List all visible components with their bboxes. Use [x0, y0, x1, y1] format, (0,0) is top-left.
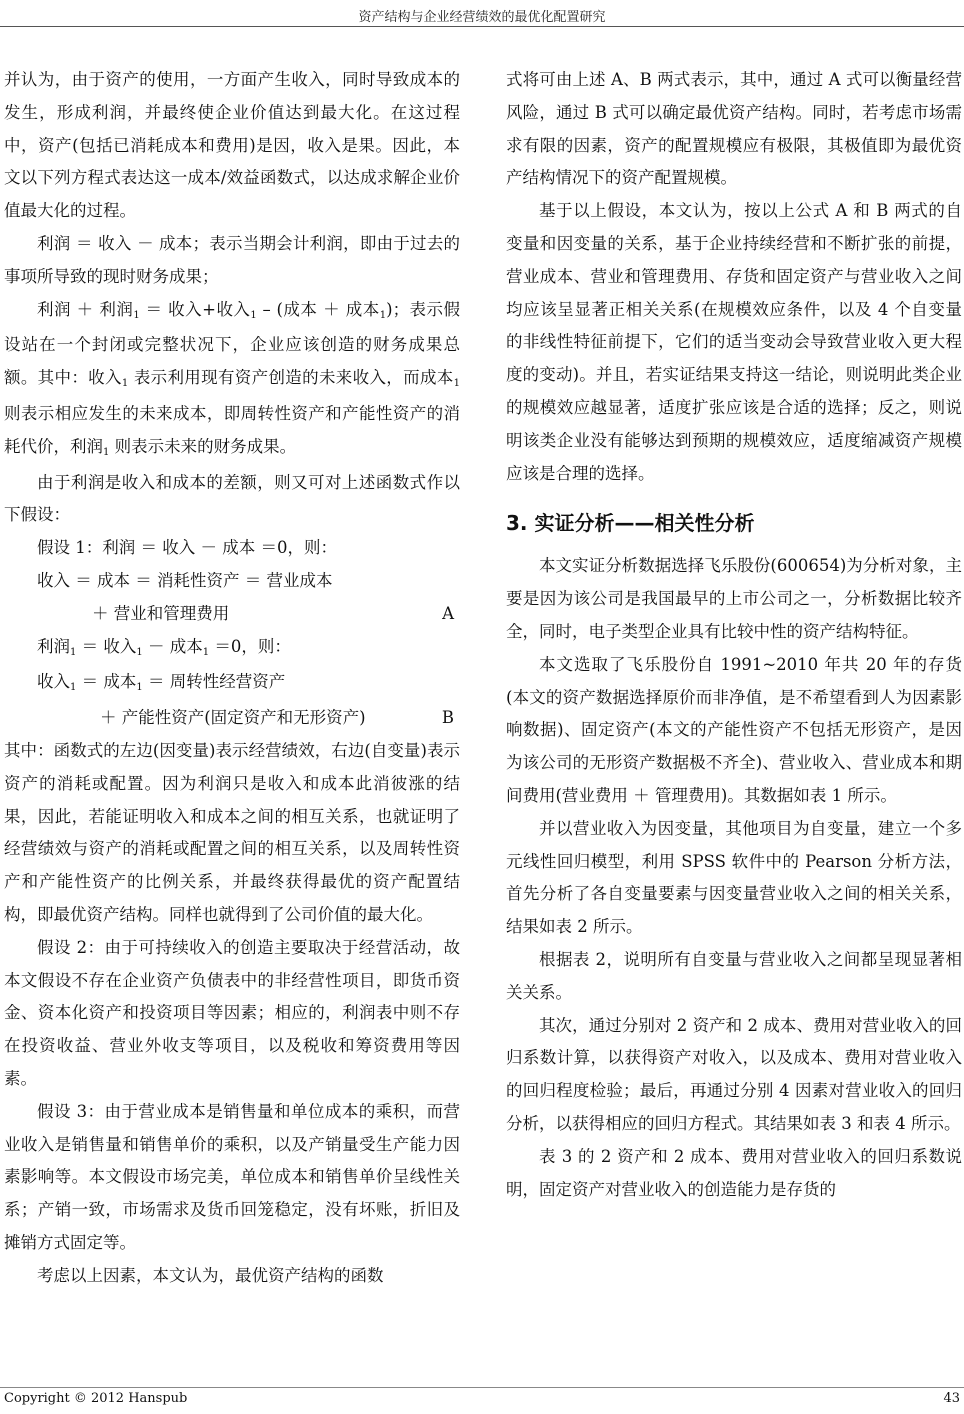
equation-tag: B	[441, 708, 454, 728]
paragraph: 根据表 2，说明所有自变量与营业收入之间都呈现显著相关关系。	[506, 949, 962, 1002]
paragraph: 并以营业收入为因变量，其他项目为自变量，建立一个多元线性回归模型，利用 SPSS 软件中的 Pearson 分析方法，首先分析了各自变量要素与因变量营业收入之间的相关关系，结果如表 2 所示。	[506, 818, 962, 937]
equation-tag: A	[442, 603, 454, 623]
section-heading: 3. 实证分析——相关性分析	[506, 511, 755, 536]
paragraph: 利润 ＋ 利润$_1$ ＝ 收入+收入$_1$ – (成本 ＋ 成本$_1$)；表示假设站在一个封闭或完整状况下，企业应该创造的财务成果总额。其中：收入$_1$ 表示利用现有资产创造的未来收入，而成本$_1$ 则表示相应发生的未来成本，即周转性资产和产能性资产的消耗代价，利润$_1$ 则表示未来的财务成果。	[4, 299, 461, 458]
paragraph: 本文选取了飞乐股份自 1991~2010 年共 20 年的存货(本文的资产数据选择原价而非净值，是不希望看到人为因素影响数据)、固定资产(本文的产能性资产不包括无形资产，是因为该公司的无形资产数据极不齐全)、营业收入、营业成本和期间费用(营业费用 ＋ 管理费用)。其数据如表 1 所示。	[506, 654, 962, 805]
paragraph: 式将可由上述 A、B 两式表示，其中，通过 A 式可以衡量经营风险，通过 B 式可以确定最优资产结构。同时，若考虑市场需求有限的因素，资产的配置规模应有极限，其极值即为最优资产结构情况下的资产配置规模。	[506, 70, 962, 188]
paragraph: 基于以上假设，本文认为，按以上公式 A 和 B 两式的自变量和因变量的关系，基于企业持续经营和不断扩张的前提，营业成本、营业和管理费用、存货和固定资产与营业收入之间均应该呈显著正相关关系(在规模效应条件，以及 4 个自变量的非线性特征前提下，它们的适当变动会导致营业收入更大程度的变动)。并且，若实证结果支持这一结论，则说明此类企业的规模效应越显著，适度扩张应该是合适的选择；反之，则说明该类企业没有能够达到预期的规模效应，适度缩减资产规模应该是合理的选择。	[506, 201, 962, 483]
equation-line: 收入$_1$ ＝ 成本$_1$ ＝ 周转性经营资产	[37, 672, 286, 694]
paragraph: 本文实证分析数据选择飞乐股份(600654)为分析对象，主要是因为该公司是我国最早的上市公司之一，分析数据比较齐全，同时，电子类型企业具有比较中性的资产结构特征。	[506, 556, 962, 641]
header-rule	[0, 26, 964, 27]
paragraph: 考虑以上因素，本文认为，最优资产结构的函数	[37, 1265, 384, 1285]
running-head: 资产结构与企业经营绩效的最优化配置研究	[358, 10, 606, 25]
paragraph: 其次，通过分别对 2 资产和 2 成本、费用对营业收入的回归系数计算，以获得资产对收入，以及成本、费用对营业收入的回归程度检验；最后，再通过分别 4 因素对营业收入的回归分析，以获得相应的回归方程式。其结果如表 3 和表 4 所示。	[506, 1015, 962, 1133]
copyright-notice: Copyright © 2012 Hanspub	[4, 1391, 188, 1406]
paragraph: 由于利润是收入和成本的差额，则又可对上述函数式作以下假设：	[4, 472, 460, 525]
paragraph: 表 3 的 2 资产和 2 成本、费用对营业收入的回归系数说明，固定资产对营业收入的创造能力是存货的	[506, 1146, 962, 1199]
paragraph: 并认为，由于资产的使用，一方面产生收入，同时导致成本的发生，形成利润，并最终使企业价值达到最大化。在这过程中，资产(包括已消耗成本和费用)是因，收入是果。因此，本文以下列方程式表达这一成本/效益函数式，以达成求解企业价值最大化的过程。	[4, 70, 460, 221]
equation-line: 假设 1：利润 ＝ 收入 － 成本 ＝0，则：	[37, 538, 337, 558]
footer-rule	[0, 1387, 964, 1388]
paragraph: 利润 ＝ 收入 － 成本；表示当期会计利润，即由于过去的事项所导致的现时财务成果；	[4, 233, 460, 286]
page-number: 43	[943, 1391, 960, 1406]
right-column	[506, 64, 962, 1206]
page-footer	[0, 1391, 964, 1411]
paragraph: 其中：函数式的左边(因变量)表示经营绩效，右边(自变量)表示资产的消耗或配置。因为利润只是收入和成本此消彼涨的结果，因此，若能证明收入和成本之间的相互关系，也就证明了经营绩效与资产的消耗或配置之间的相互关系，以及周转性资产和产能性资产的比例关系，并最终获得最优的资产配置结构，即最优资产结构。同样也就得到了公司价值的最大化。	[4, 740, 460, 924]
equation-line: 利润$_1$ ＝ 收入$_1$ － 成本$_1$ ＝0，则：	[37, 636, 291, 658]
equation-line: ＋ 产能性资产(固定资产和无形资产) B	[4, 702, 460, 735]
left-column	[4, 64, 460, 1292]
paragraph: 假设 2：由于可持续收入的创造主要取决于经营活动，故本文假设不存在企业资产负债表中的非经营性项目，即货币资金、资本化资产和投资项目等因素；相应的，利润表中则不存在投资收益、营业外收支等项目，以及税收和筹资费用等因素。	[4, 937, 460, 1088]
paragraph: 假设 3：由于营业成本是销售量和单位成本的乘积，而营业收入是销售量和销售单价的乘积，以及产销量受生产能力因素影响等。本文假设市场完美，单位成本和销售单价呈线性关系；产销一致，市场需求及货币回笼稳定，没有坏账，折旧及摊销方式固定等。	[4, 1101, 460, 1252]
equation-line: ＋ 营业和管理费用 A	[4, 598, 460, 631]
equation-line: 收入 ＝ 成本 ＝ 消耗性资产 ＝ 营业成本	[37, 570, 333, 590]
